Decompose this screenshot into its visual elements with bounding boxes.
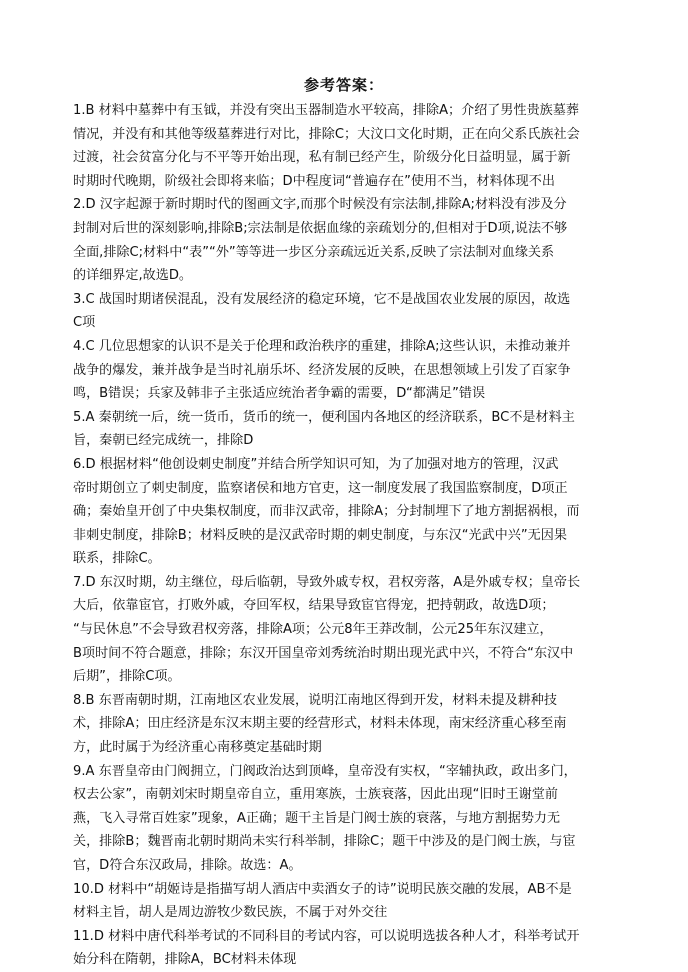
answer-line: 过渡，社会贫富分化与不平等开始出现，私有制已经产生，阶级分化日益明显，属于新 (73, 150, 571, 166)
answer-line: 情况，并没有和其他等级墓葬进行对比，排除C；大汶口文化时期，正在向父系氏族社会 (73, 126, 580, 142)
answer-line: 鸣，B错误；兵家及韩非子主张适应统治者争霸的需要，D“都满足”错误 (73, 386, 486, 402)
answer-line: 时期时代晚期，阶级社会即将来临；D中程度词“普遍存在”使用不当，材料体现不出 (73, 173, 555, 189)
answer-line: 非刺史制度，排除B；材料反映的是汉武帝时期的刺史制度，与东汉“光武中兴”无因果 (73, 527, 567, 543)
answer-line: 术，排除A；田庄经济是东汉末期主要的经营形式，材料未体现，南宋经济重心移至南 (73, 716, 567, 732)
answer-line: “与民休息”不会导致君权旁落，排除A项；公元8年王莽改制，公元25年东汉建立， (73, 622, 553, 638)
answer-line: 7.D 东汉时期，幼主继位，母后临朝，导致外戚专权，君权旁落，A是外戚专权；皇帝长 (73, 574, 581, 590)
answer-item-9 (73, 760, 623, 878)
answers-list (73, 99, 623, 972)
answer-line: C项 (73, 315, 96, 331)
answer-line: 关，排除B；魏晋南北朝时期尚未实行科举制，排除C；题干中涉及的是门阀士族，与宦 (73, 834, 576, 850)
answer-line: 全面,排除C;材料中“表”“外”等等进一步区分亲疏远近关系,反映了宗法制对血缘关系 (73, 244, 555, 260)
answer-item-8 (73, 689, 623, 760)
answer-line: 始分科在隋朝，排除A，BC材料未体现 (73, 952, 297, 968)
answer-item-4 (73, 335, 623, 406)
answer-line: 10.D 材料中“胡姬诗是指描写胡人酒店中卖酒女子的诗”说明民族交融的发展，AB不是 (73, 881, 572, 897)
answer-item-11 (73, 925, 623, 972)
answer-item-6 (73, 453, 623, 571)
page-title: 参考答案： (303, 76, 384, 94)
answer-item-2 (73, 193, 623, 287)
answer-line: 大后，依靠宦官，打败外戚，夺回军权，结果导致宦官得宠，把持朝政，故选D项； (73, 598, 555, 614)
answer-line: 11.D 材料中唐代科举考试的不同科目的考试内容，可以说明选拔各种人才，科举考试开 (73, 928, 580, 944)
answer-line: 2.D 汉字起源于新时期时代的图画文字,而那个时候没有宗法制,排除A;材料没有涉及分 (73, 197, 567, 213)
answer-line: 帝时期创立了刺史制度，监察诸侯和地方官吏，这一制度发展了我国监察制度，D项正 (73, 480, 568, 496)
answer-line: 燕，飞入寻常百姓家”现象，A正确；题干主旨是门阀士族的衰落，与地方割据势力无 (73, 810, 561, 826)
answer-line: 9.A 东晋皇帝由门阀拥立，门阀政治达到顶峰，皇帝没有实权，“宰辅执政，政出多门， (73, 763, 577, 779)
answer-line: 的详细界定,故选D。 (73, 268, 192, 284)
answer-line: 5.A 秦朝统一后，统一货币，货币的统一，便利国内各地区的经济联系，BC不是材料主 (73, 409, 575, 425)
answer-line: 官，D符合东汉政局，排除。故选：A。 (73, 858, 302, 873)
answer-line: 联系，排除C。 (73, 551, 161, 567)
answer-line: 6.D 根据材料“他创设刺史制度”并结合所学知识可知，为了加强对地方的管理，汉武 (73, 456, 559, 472)
answer-line: 封制对后世的深刻影响,排除B;宗法制是依据血缘的亲疏划分的,但相对于D项,说法不够 (73, 220, 568, 236)
answer-item-7 (73, 571, 623, 689)
answer-line: B项时间不符合题意，排除；东汉开国皇帝刘秀统治时期出现光武中兴，不符合“东汉中 (73, 645, 574, 661)
answer-item-1 (73, 99, 623, 193)
answer-line: 方，此时属于为经济重心南移奠定基础时期 (73, 740, 322, 756)
answer-line: 战争的爆发，兼并战争是当时礼崩乐坏、经济发展的反映，在思想领域上引发了百家争 (73, 362, 571, 378)
answer-line: 材料主旨，胡人是周边游牧少数民族，不属于对外交往 (73, 905, 388, 921)
answer-line: 后期”，排除C项。 (73, 669, 181, 685)
answer-line: 旨，秦朝已经完成统一，排除D (73, 433, 254, 449)
answer-item-10 (73, 878, 623, 925)
answer-item-5 (73, 406, 623, 453)
answer-line: 8.B 东晋南朝时期，江南地区农业发展，说明江南地区得到开发，材料未提及耕种技 (73, 692, 557, 708)
answer-item-3 (73, 288, 623, 335)
answer-line: 3.C 战国时期诸侯混乱，没有发展经济的稳定环境，它不是战国农业发展的原因，故选 (73, 291, 571, 307)
answer-line: 4.C 几位思想家的认识不是关于伦理和政治秩序的重建，排除A;这些认识，未推动兼并 (73, 338, 571, 354)
answer-line: 1.B 材料中墓葬中有玉钺，并没有突出玉器制造水平较高，排除A；介绍了男性贵族墓葬 (73, 103, 579, 118)
answer-line: 权去公家”，南朝刘宋时期皇帝自立，重用寒族，士族衰落，因此出现“旧时王谢堂前 (73, 787, 558, 803)
answer-line: 确；秦始皇开创了中央集权制度，而非汉武帝，排除A；分封制埋下了地方割据祸根，而 (73, 504, 580, 520)
